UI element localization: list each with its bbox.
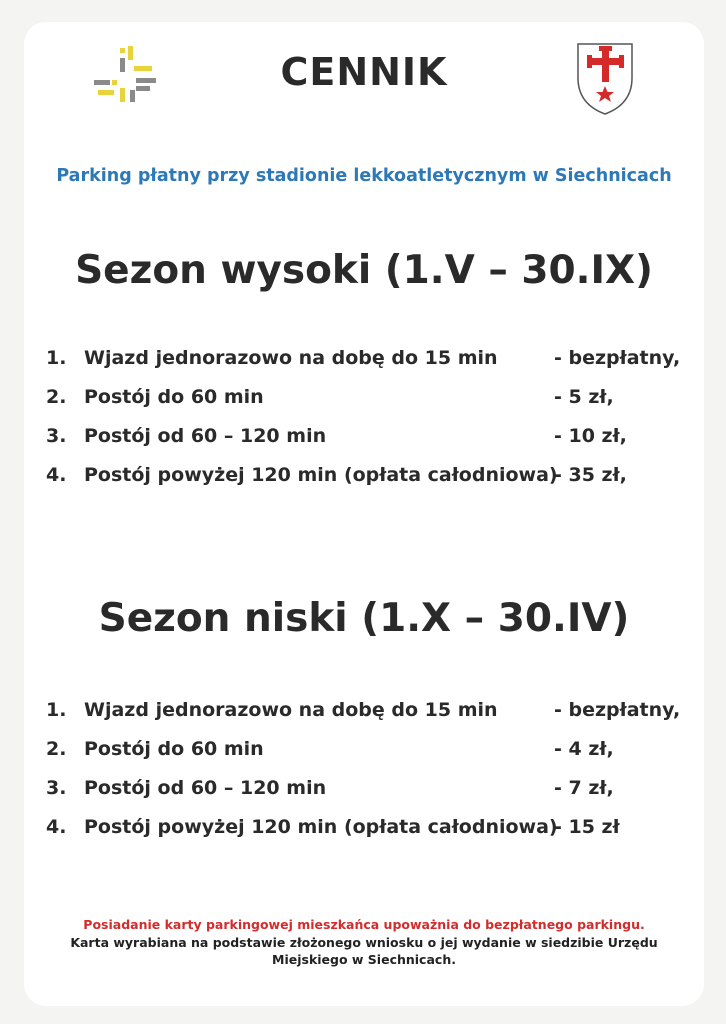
item-number: 4. (46, 464, 67, 486)
card-info-text (24, 934, 704, 968)
item-label: Postój od 60 – 120 min (84, 777, 327, 799)
item-price: - bezpłatny, (554, 347, 681, 369)
list-item (46, 776, 686, 815)
item-price: - 4 zł, (554, 738, 614, 760)
card-info-line: Miejskiego w Siechnicach. (272, 952, 456, 967)
list-item (46, 698, 686, 737)
item-price: - 15 zł (554, 816, 620, 838)
list-item (46, 424, 686, 463)
price-list-low (46, 698, 686, 854)
item-label: Postój powyżej 120 min (opłata całodniowa) (84, 464, 558, 486)
item-label: Wjazd jednorazowo na dobę do 15 min (84, 699, 498, 721)
item-price: - 7 zł, (554, 777, 614, 799)
subtitle: Parking płatny przy stadionie lekkoatletycznym w Siechnicach (56, 166, 672, 186)
price-list-high (46, 346, 686, 502)
list-item (46, 463, 686, 502)
item-number: 2. (46, 738, 67, 760)
list-item (46, 346, 686, 385)
parking-card-notice: Posiadanie karty parkingowej mieszkańca upoważnia do bezpłatnego parkingu. (83, 917, 645, 932)
price-list-sheet (24, 22, 704, 1006)
item-number: 2. (46, 386, 67, 408)
item-price: - 5 zł, (554, 386, 614, 408)
item-label: Postój powyżej 120 min (opłata całodniowa) (84, 816, 558, 838)
list-item (46, 815, 686, 854)
item-number: 1. (46, 699, 67, 721)
list-item (46, 385, 686, 424)
coat-of-arms-icon (572, 38, 638, 118)
list-item (46, 737, 686, 776)
item-number: 3. (46, 425, 67, 447)
item-label: Postój do 60 min (84, 738, 264, 760)
item-price: - 10 zł, (554, 425, 627, 447)
item-number: 1. (46, 347, 67, 369)
item-label: Postój od 60 – 120 min (84, 425, 327, 447)
item-number: 3. (46, 777, 67, 799)
card-info-line: Karta wyrabiana na podstawie złożonego wniosku o jej wydanie w siedzibie Urzędu (70, 935, 658, 950)
item-price: - bezpłatny, (554, 699, 681, 721)
item-label: Wjazd jednorazowo na dobę do 15 min (84, 347, 498, 369)
section-heading-low: Sezon niski (1.X – 30.IV) (98, 596, 630, 641)
item-label: Postój do 60 min (84, 386, 264, 408)
item-number: 4. (46, 816, 67, 838)
section-heading-high: Sezon wysoki (1.V – 30.IX) (75, 248, 653, 293)
page-title: CENNIK (280, 50, 448, 94)
item-price: - 35 zł, (554, 464, 627, 486)
